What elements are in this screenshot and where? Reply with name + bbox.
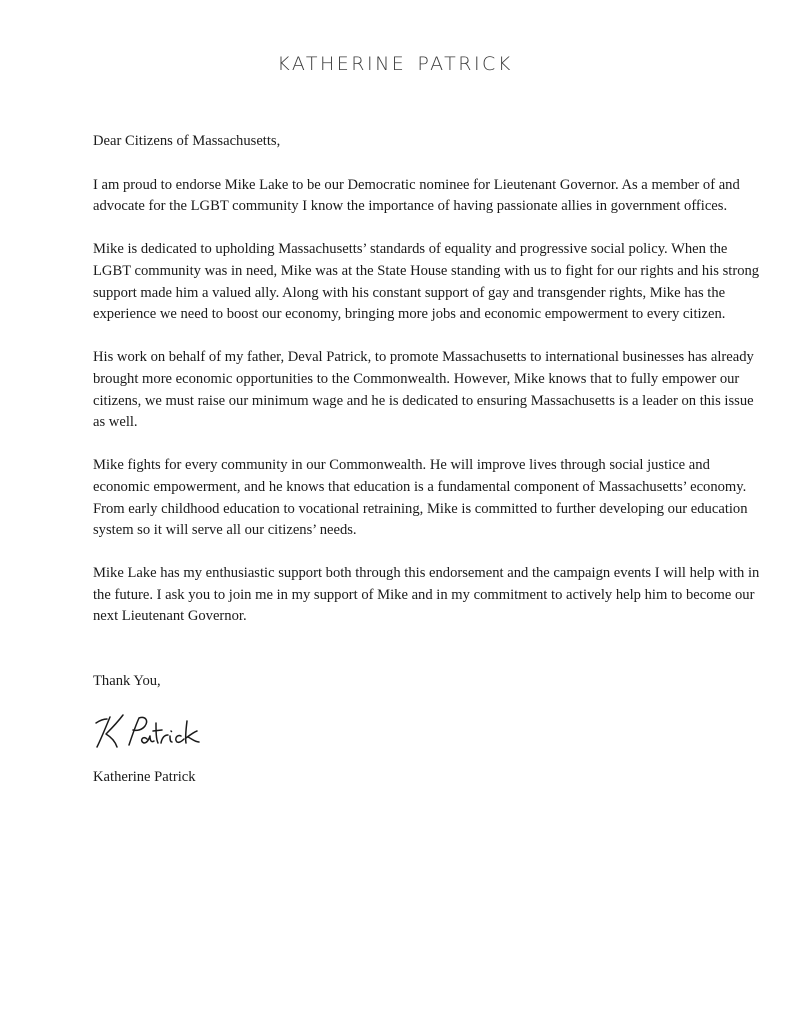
letterhead-name: katherine patrick bbox=[277, 46, 513, 77]
paragraph-endorsement: I am proud to endorse Mike Lake to be our Democratic nominee for Lieutenant Governor. As a member of and advocate for the LGBT community I know the importance of having passionate allies in government offices. bbox=[93, 176, 740, 215]
signer-name: Katherine Patrick bbox=[93, 768, 196, 785]
paragraph-community: Mike fights for every community in our Commonwealth. He will improve lives through social justice and economic empowerment, and he knows that education is a fundamental component of Massachusetts’ economy. From early childhood education to vocational retraining, Mike is committed to further developing our education system so it will serve all our citizens’ needs. bbox=[93, 457, 748, 539]
handwritten-signature bbox=[93, 709, 203, 753]
paragraph-economy: His work on behalf of my father, Deval Patrick, to promote Massachusetts to international businesses has already brought more economic opportunities to the Commonwealth. However, Mike knows that to fully empower our citizens, we must raise our minimum wage and he is dedicated to ensuring Massachusetts is a leader on this issue as well. bbox=[93, 349, 754, 431]
salutation: Dear Citizens of Massachusetts, bbox=[93, 133, 281, 149]
letter-body bbox=[93, 131, 765, 788]
paragraph-support: Mike Lake has my enthusiastic support both through this endorsement and the campaign events I will help with in the future. I ask you to join me in my support of Mike and in my commitment to actively help him to become our next Lieutenant Governor. bbox=[93, 565, 760, 625]
closing: Thank You, bbox=[93, 673, 161, 690]
paragraph-equality: Mike is dedicated to upholding Massachusetts’ standards of equality and progressive social policy. When the LGBT community was in need, Mike was at the State House standing with us to fight for our rights and his strong support made him a valued ally. Along with his constant support of gay and transgender rights, Mike has the experience we need to boost our economy, bringing more jobs and economic empowerment to every citizen. bbox=[93, 241, 760, 323]
